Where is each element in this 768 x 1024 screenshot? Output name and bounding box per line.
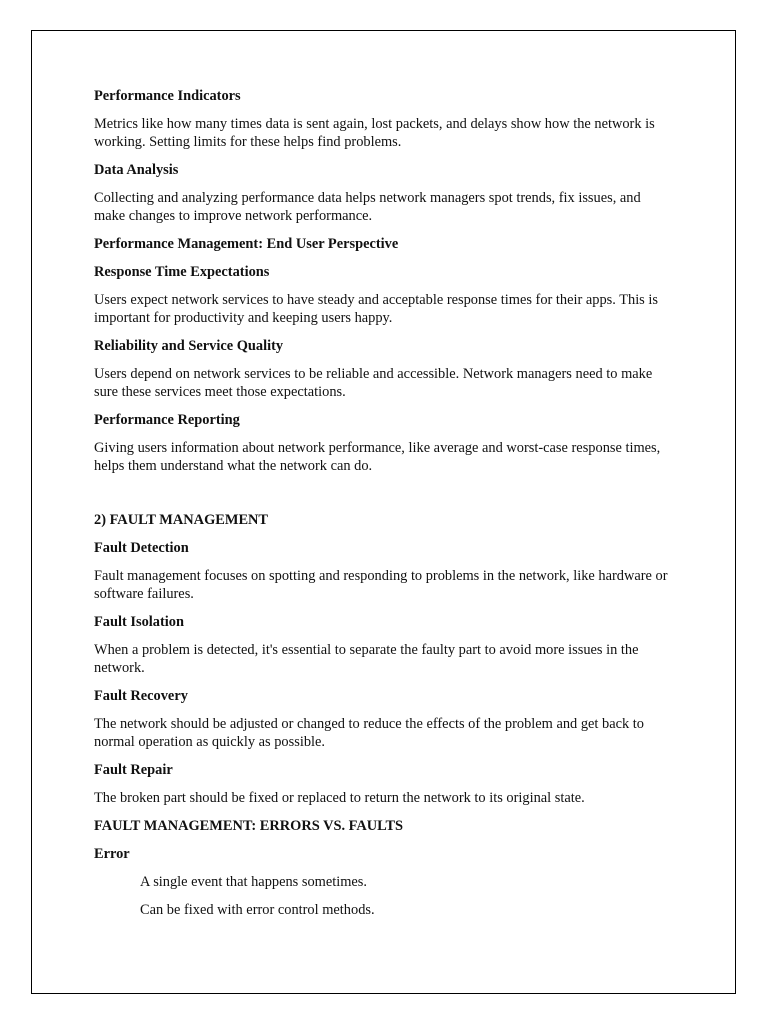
- heading-response-time: Response Time Expectations: [94, 264, 270, 280]
- heading-reliability: Reliability and Service Quality: [94, 338, 284, 354]
- document-page: [31, 30, 736, 994]
- heading-end-user-perspective: Performance Management: End User Perspective: [94, 236, 399, 252]
- paragraph-reliability: Users depend on network services to be reliable and accessible. Network managers need to make sure these services meet those expectations.: [94, 366, 653, 400]
- paragraph-data-analysis: Collecting and analyzing performance data helps network managers spot trends, fix issues, and make changes to improve network performance.: [94, 190, 641, 224]
- heading-errors-vs-faults: FAULT MANAGEMENT: ERRORS VS. FAULTS: [94, 818, 404, 834]
- paragraph-performance-indicators: Metrics like how many times data is sent again, lost packets, and delays show how the network is working. Setting limits for these helps find problems.: [94, 116, 655, 150]
- paragraph-fault-recovery: The network should be adjusted or changed to reduce the effects of the problem and get back to normal operation as quickly as possible.: [94, 716, 644, 750]
- heading-fault-recovery: Fault Recovery: [94, 688, 188, 704]
- heading-performance-reporting: Performance Reporting: [94, 412, 240, 428]
- document-body: [94, 87, 674, 929]
- heading-fault-detection: Fault Detection: [94, 540, 189, 556]
- heading-fault-isolation: Fault Isolation: [94, 614, 184, 630]
- heading-error: Error: [94, 846, 130, 862]
- heading-data-analysis: Data Analysis: [94, 162, 179, 178]
- heading-fault-repair: Fault Repair: [94, 762, 173, 778]
- paragraph-fault-repair: The broken part should be fixed or replaced to return the network to its original state.: [94, 790, 585, 806]
- section-title-fault-management: 2) FAULT MANAGEMENT: [94, 512, 269, 528]
- paragraph-performance-reporting: Giving users information about network performance, like average and worst-case response times, helps them understand what the network can do.: [94, 440, 661, 474]
- paragraph-fault-isolation: When a problem is detected, it's essential to separate the faulty part to avoid more issues in the network.: [94, 642, 639, 676]
- paragraph-fault-detection: Fault management focuses on spotting and responding to problems in the network, like hardware or software failures.: [94, 568, 668, 602]
- error-point: Can be fixed with error control methods.: [140, 902, 375, 918]
- heading-performance-indicators: Performance Indicators: [94, 88, 241, 104]
- error-point: A single event that happens sometimes.: [140, 874, 368, 890]
- paragraph-response-time: Users expect network services to have steady and acceptable response times for their apps. This is important for productivity and keeping users happy.: [94, 292, 658, 326]
